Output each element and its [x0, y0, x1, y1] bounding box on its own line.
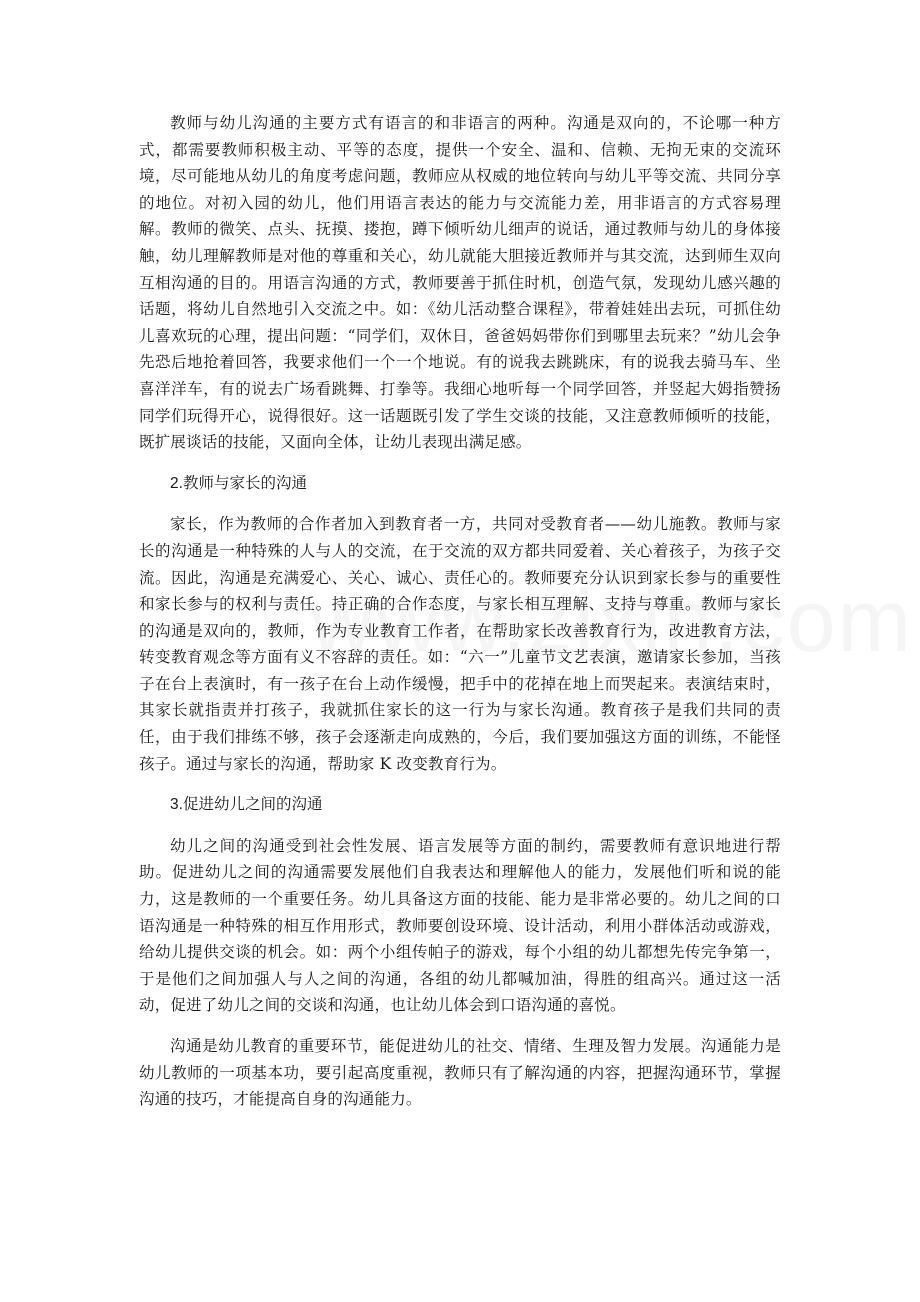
section-title: 教师与家长的沟通 — [182, 473, 307, 492]
section-number: 2. — [170, 474, 183, 492]
document-body — [139, 110, 781, 1127]
paragraph-conclusion: 沟通是幼儿教育的重要环节，能促进幼儿的社交、情绪、生理及智力发展。沟通能力是幼儿教师的一项基本功，要引起高度重视，教师只有了解沟通的内容，把握沟通环节，掌握沟通的技巧，才能提高自身的沟通能力。 — [139, 1037, 781, 1109]
paragraph-children: 幼儿之间的沟通受到社会性发展、语言发展等方面的制约，需要教师有意识地进行帮助。促进幼儿之间的沟通需要发展他们自我表达和理解他人的能力，发展他们听和说的能力，这是教师的一个重要任务。幼儿具备这方面的技能、能力是非常必要的。幼儿之间的口语沟通是一种特殊的相互作用形式，教师要创设环境、设计活动，利用小群体活动或游戏，给幼儿提供交谈的机会。如：两个小组传帕子的游戏，每个小组的幼儿都想先传完争第一，于是他们之间加强人与人之间的沟通，各组的幼儿都喊加油，得胜的组高兴。通过这一活动，促进了幼儿之间的交谈和沟通，也让幼儿体会到口语沟通的喜悦。 — [139, 836, 781, 1015]
section-heading-parents — [139, 470, 781, 498]
section-title: 促进幼儿之间的沟通 — [182, 795, 323, 814]
paragraph-intro: 教师与幼儿沟通的主要方式有语言的和非语言的两种。沟通是双向的，不论哪一种方式，都需要教师积极主动、平等的态度，提供一个安全、温和、信赖、无拘无束的交流环境，尽可能地从幼儿的角度考虑问题，教师应从权威的地位转向与幼儿平等交流、共同分享的地位。对初入园的幼儿，他们用语言表达的能力与交流能力差，用非语言的方式容易理解。教师的微笑、点头、抚摸、搂抱，蹲下倾听幼儿细声的说话，通过教师与幼儿的身体接触，幼儿理解教师是对他的尊重和关心，幼儿就能大胆接近教师并与其交流，达到师生双向互相沟通的目的。用语言沟通的方式，教师要善于抓住时机，创造气氛，发现幼儿感兴趣的话题，将幼儿自然地引入交流之中。如：《幼儿活动整合课程》，带着娃娃出去玩，可抓住幼儿喜欢玩的心理，提出问题：“同学们，双休日，爸爸妈妈带你们到哪里去玩来？”幼儿会争先恐后地抢着回答，我要求他们一个一个地说。有的说我去跳跳床，有的说我去骑马车、坐喜洋洋车，有的说去广场看跳舞、打拳等。我细心地听每一个同学回答，并竖起大姆指赞扬同学们玩得开心，说得很好。这一话题既引发了学生交谈的技能，又注意教师倾听的技能，既扩展谈话的技能，又面向全体，让幼儿表现出满足感。 — [139, 114, 781, 452]
section-heading-children — [139, 791, 781, 819]
section-number: 3. — [170, 796, 183, 814]
paragraph-parents: 家长，作为教师的合作者加入到教育者一方，共同对受教育者——幼儿施教。教师与家长的沟通是一种特殊的人与人的交流，在于交流的双方都共同爱着、关心着孩子，为孩子交流。因此，沟通是充满爱心、关心、诚心、责任心的。教师要充分认识到家长参与的重要性和家长参与的权利与责任。持正确的合作态度，与家长相互理解、支持与尊重。教师与家长的沟通是双向的，教师，作为专业教育工作者，在帮助家长改善教育行为，改进教育方法，转变教育观念等方面有义不容辞的责任。如：“六一”儿童节文艺表演，邀请家长参加，当孩子在台上表演时，有一孩子在台上动作缓慢，把手中的花掉在地上而哭起来。表演结束时，其家长就指责并打孩子，我就抓住家长的这一行为与家长沟通。教育孩子是我们共同的责任，由于我们排练不够，孩子会逐渐走向成熟的，今后，我们要加强这方面的训练，不能怪孩子。通过与家长的沟通，帮助家 K 改变教育行为。 — [139, 515, 781, 773]
